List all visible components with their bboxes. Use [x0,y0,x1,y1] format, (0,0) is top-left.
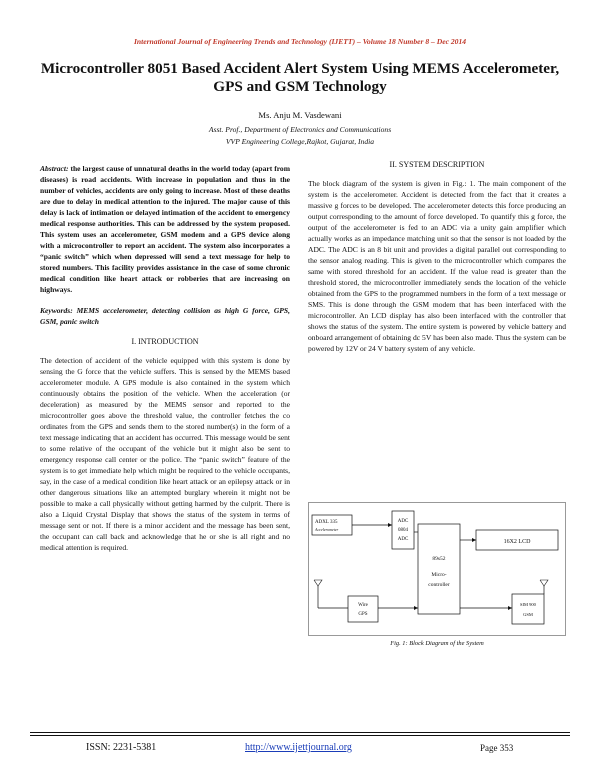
gsm-antenna-icon [540,580,548,586]
keywords-label: Keywords: [40,306,73,315]
footer-page-number: Page 353 [480,743,514,753]
introduction-text: The detection of accident of the vehicle equipped with this system is done by sensing the G force that the vehicle suffers. This is sensed by the MEMS based accelerometer module. A GPS module is also contained in the system which continuously obtains the position of the vehicle. When the acceleration (or deceleration) as measured by the MEMS sensor and reported to the microcontroller goes above the threshold value, the controller fetches the co ordinates from the GPS and sends them to the stored number(s) in the form of a text message indicating that an accident has occurred. This message would be sent to some relative of the occupant of the vehicle but it might also be sent to emergency response call center or the police. The “panic switch” feature of the system is to get immediate help which might be required to the vehicle occupants, say, in the case of a medical condition like heart attack or an epilepsy attack or in other dangerous situations like an attempted burglary wherein it might not be possible to make a call physically without getting harmed by the culprit. There is also a Liquid Crystal Display that shows the status of the system in terms of message sent or not. If there is a minor accident and the message has been sent, the occupant can call back and acknowledge that he or she is all right and no medical attention is required. [40,356,290,552]
gps-block [348,596,378,622]
journal-header: International Journal of Engineering Trends and Technology (IJETT) – Volume 18 Number 8 – Dec 2014 [133,37,467,46]
mcu-label-3: controller [428,582,450,588]
paper-title: Microcontroller 8051 Based Accident Alert System Using MEMS Accelerometer, GPS and GSM Technology [40,60,560,95]
abstract [40,163,290,295]
mcu-label-1: 89s52 [432,556,446,562]
gps-label-2: GPS [358,612,368,617]
gps-antenna-icon [314,580,322,586]
mcu-label-2: Micro- [431,572,447,578]
gsm-label-2: GSM [523,612,533,617]
footer-url-wrap [245,742,352,753]
gps-label-1: Wire [358,603,368,608]
footer-rule-bottom [30,735,570,736]
block-diagram [308,502,566,636]
right-column [308,153,566,354]
affiliation-line-1: Asst. Prof., Department of Electronics and Communications [208,125,392,134]
footer-rule-top [30,732,570,733]
adc-label: ADC 0804 ADC [397,519,409,542]
footer-issn: ISSN: 2231-5381 [86,742,157,753]
author-name: Ms. Anju M. Vasdewani [258,110,342,120]
section-heading-introduction: I. INTRODUCTION [131,337,199,346]
left-column [40,163,290,553]
keywords [40,305,290,327]
abstract-label: Abstract: [40,164,69,173]
mcu-block [418,524,460,614]
abstract-text: the largest cause of unnatural deaths in the world today (apart from diseases) is road accidents. With increase in population and thus in the number of vehicles, accidents are only going to increase. Most of these deaths are due to delay in medical attention to the injured. The major cause of this delay is lack of intimation or delayed intimation of the accident to emergency medical response authorities. This can be addressed by the system proposed. This system uses an accelerometer, GSM modem and a GPS device along with a microcontroller to report an accident. The system also incorporates a “panic switch” which when depressed will send a text message for help to stored numbers. This facility provides assistance in the case of some chronic medical condition like heart attack or robberies that are increasing on highways. [40,164,290,294]
section-heading-system-description: II. SYSTEM DESCRIPTION [389,160,485,169]
keywords-text: MEMS accelerometer, detecting collision as high G force, GPS, GSM, panic switch [40,306,290,326]
adxl-label: ADXL 335 [315,520,338,525]
diagram-connections [318,525,544,608]
gsm-block [512,594,544,624]
figure-caption: Fig. 1: Block Diagram of the System [390,640,484,647]
adxl-sublabel: Accelerometer [315,527,339,532]
journal-url-link[interactable]: http://www.ijettjournal.org [245,742,352,753]
gsm-label-1: SIM 900 [520,602,536,607]
affiliation-line-2: VVP Engineering College,Rajkot, Gujarat, India [225,137,375,146]
adxl-block [312,515,352,535]
lcd-label: 16X2 LCD [503,539,531,545]
system-description-text: The block diagram of the system is given in Fig.: 1. The main component of the system is the accelerometer. Accident is detected from the fact that it creates a massive g forces to be developed. The accelerometer detects this force producing an output corresponding to the amount of force developed. To quantify this g force, the output of the accelerometer is fed to an ADC via a unity gain amplifier which actually works as an impedance matching unit so that the sensor is not loaded by the ADC. The ADC is an 8 bit unit and provides a digital parallel out corresponding to the sensor analog reading. This is given to the microcontroller which compares the same with stored threshold for an accident. If the value read is greater than the threshold stored, the microcontroller immediately sends the location of the vehicle obtained from the GPS to the programmed numbers in the form of a text message or SMS. This is done through the GSM modem that has been interfaced with the microcontroller. An LCD display has also been interfaced with the controller that shows the status of the system. The entire system is powered by vehicle battery and onboard arrangement of obtaining dc 5V has been also made. Thus the system can be powered by 12V or 24 V battery system of any vehicle. [308,179,566,353]
